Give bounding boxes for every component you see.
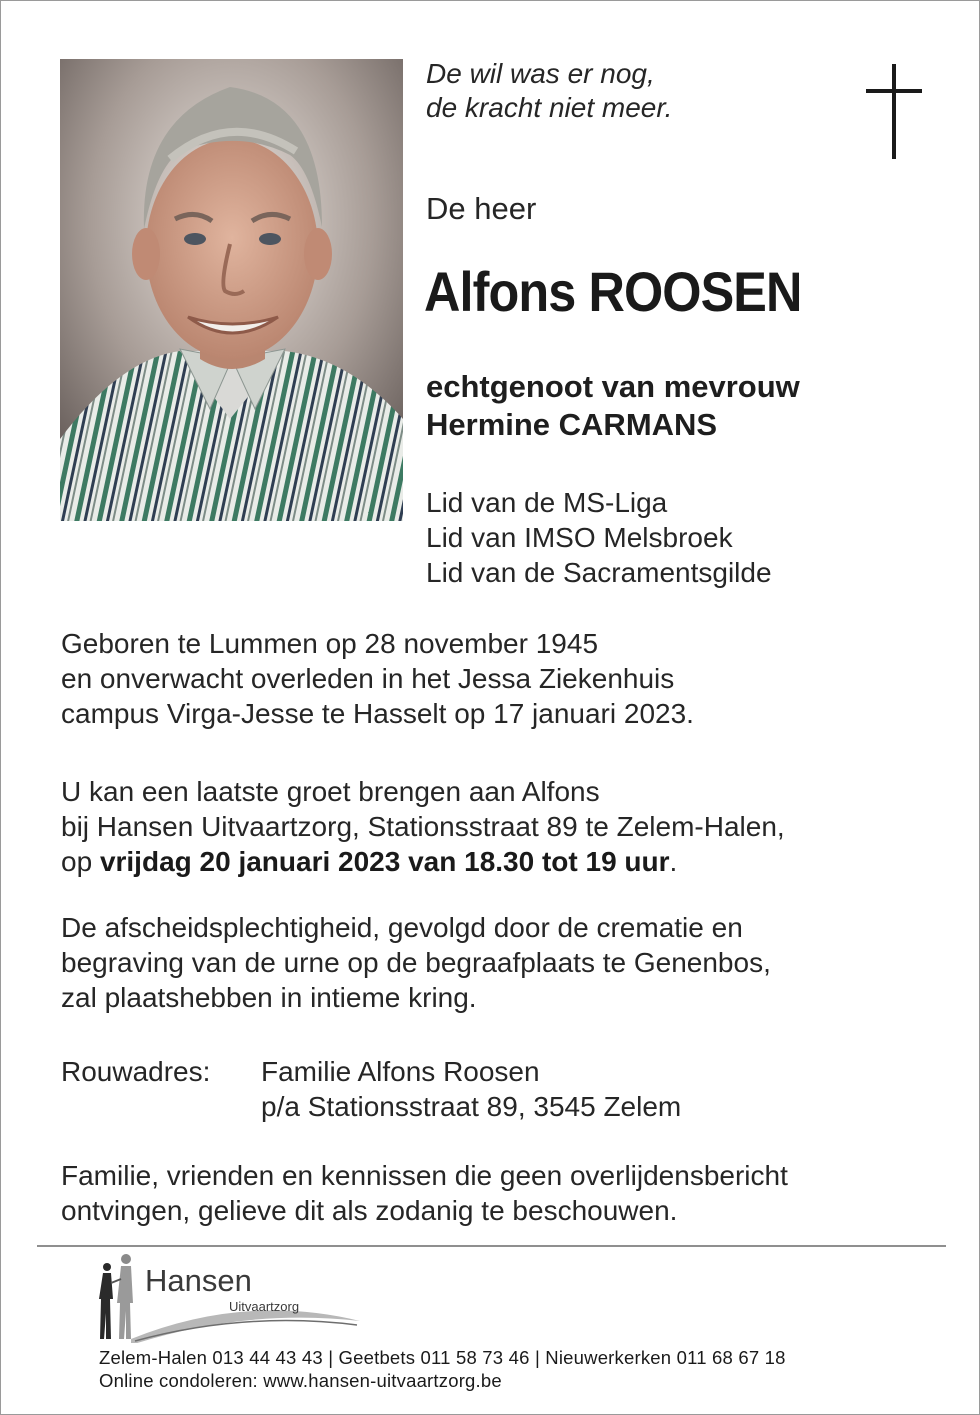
- quote-line-2: de kracht niet meer.: [426, 92, 673, 123]
- death-place-line: campus Virga-Jesse te Hasselt op 17 januari 2023.: [61, 698, 694, 729]
- ceremony-line-1: De afscheidsplechtigheid, gevolgd door de crematie en: [61, 912, 743, 943]
- salutation: De heer: [426, 191, 537, 226]
- address-label: Rouwadres:: [61, 1056, 211, 1087]
- birth-line: Geboren te Lummen op 28 november 1945: [61, 628, 599, 659]
- membership-item: Lid van IMSO Melsbroek: [426, 522, 733, 553]
- logo-subtitle: Uitvaartzorg: [229, 1299, 300, 1314]
- spouse-line-2: Hermine CARMANS: [426, 407, 718, 442]
- spouse-line-1: echtgenoot van mevrouw: [426, 369, 800, 404]
- farewell-prefix: op: [61, 846, 100, 877]
- farewell-line-3: [61, 844, 785, 879]
- membership-item: Lid van de MS-Liga: [426, 487, 668, 518]
- funeral-home-logo: [95, 1253, 375, 1343]
- online-condolence-link[interactable]: Online condoleren: www.hansen-uitvaartzorg.be: [99, 1370, 502, 1391]
- deceased-name: Alfons ROOSEN: [424, 260, 802, 323]
- ceremony-line-3: zal plaatshebben in intieme kring.: [61, 982, 477, 1013]
- death-line: en onverwacht overleden in het Jessa Ziekenhuis: [61, 663, 675, 694]
- portrait-photo: [60, 59, 403, 521]
- ceremony-line-2: begraving van de urne op de begraafplaats te Genenbos,: [61, 947, 771, 978]
- farewell-paragraph: [61, 774, 785, 879]
- farewell-suffix: .: [669, 846, 678, 877]
- contact-phones: Zelem-Halen 013 44 43 43 | Geetbets 011 58 73 46 | Nieuwerkerken 011 68 67 18: [99, 1347, 786, 1368]
- quote: [426, 57, 672, 125]
- farewell-line-1: U kan een laatste groet brengen aan Alfons: [61, 776, 600, 807]
- membership-list: [426, 485, 772, 590]
- latin-cross-icon: [866, 64, 922, 165]
- address-lines: [261, 1054, 681, 1124]
- address-line-2: p/a Stationsstraat 89, 3545 Zelem: [261, 1091, 682, 1122]
- farewell-datetime: vrijdag 20 januari 2023 van 18.30 tot 19 uur: [99, 846, 670, 877]
- quote-line-1: De wil was er nog,: [426, 58, 655, 89]
- logo-brand: Hansen: [145, 1263, 252, 1298]
- ceremony-paragraph: [61, 910, 771, 1015]
- closing-paragraph: [61, 1158, 788, 1228]
- closing-line-2: ontvingen, gelieve dit als zodanig te beschouwen.: [61, 1195, 678, 1226]
- birth-death-paragraph: [61, 626, 694, 731]
- footer-divider: [37, 1245, 946, 1247]
- portrait-image: [60, 59, 403, 521]
- membership-item: Lid van de Sacramentsgilde: [426, 557, 772, 588]
- spouse-info: [426, 368, 800, 444]
- farewell-line-2: bij Hansen Uitvaartzorg, Stationsstraat 89 te Zelem-Halen,: [61, 811, 785, 842]
- closing-line-1: Familie, vrienden en kennissen die geen overlijdensbericht: [61, 1160, 788, 1191]
- address-line-1: Familie Alfons Roosen: [261, 1056, 540, 1087]
